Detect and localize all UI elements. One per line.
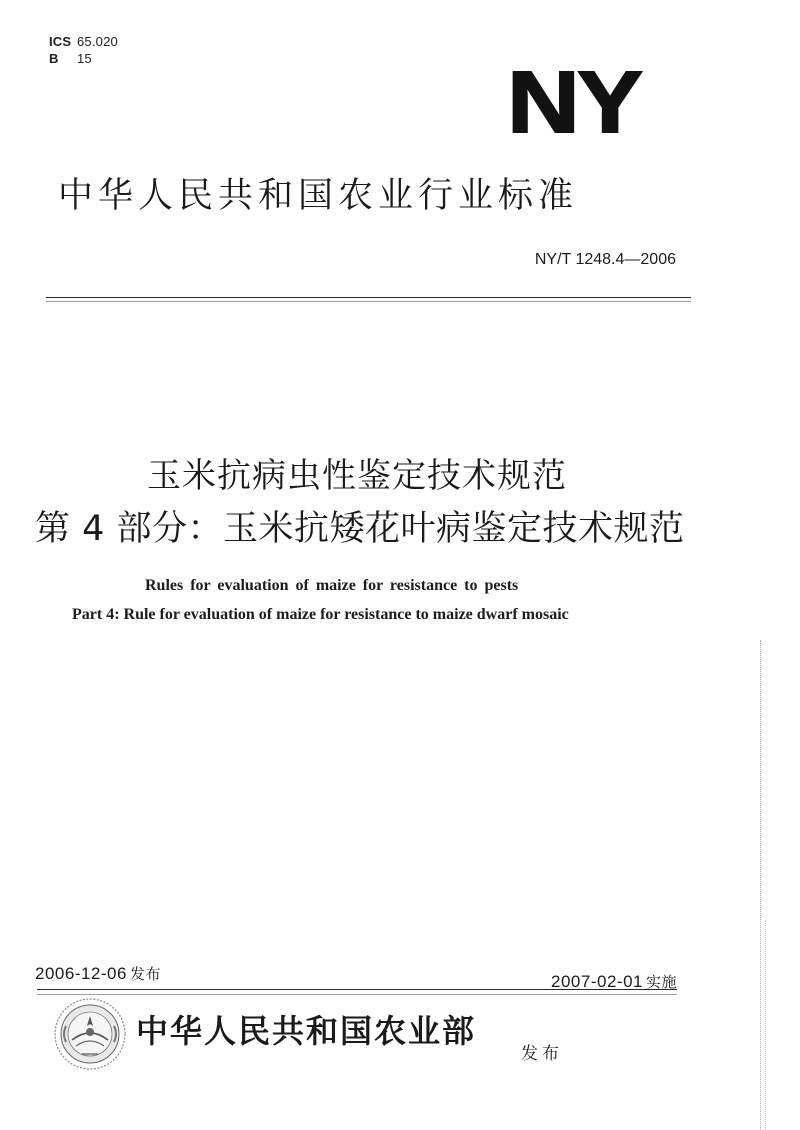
effective-date-label: 实施 (645, 973, 677, 991)
main-title-line-1: 玉米抗病虫性鉴定技术规范 (147, 456, 567, 496)
english-title-line-1: Rules for evaluation of maize for resistance to pests (145, 577, 519, 594)
ccs-code: 15 (77, 51, 92, 66)
main-title-line-2: 第 4 部分：玉米抗矮花叶病鉴定技术规范 (35, 509, 685, 549)
ics-code: 65.020 (77, 34, 118, 49)
ccs-label: B (49, 51, 59, 66)
ccs-code-line (49, 51, 118, 68)
top-divider-shadow (46, 301, 691, 302)
issue-date-label: 发布 (129, 965, 161, 983)
effective-date (536, 970, 677, 994)
issuer-title: 中华人民共和国农业行业标准 (58, 176, 579, 216)
classification-codes (49, 34, 118, 68)
scan-edge-mark (765, 920, 768, 1130)
issue-date-value: 2006-12-06 (35, 964, 127, 983)
ics-label: ICS (49, 34, 72, 49)
issue-date (35, 962, 161, 986)
english-title-line-2: Part 4: Rule for evaluation of maize for resistance to maize dwarf mosaic (72, 606, 569, 623)
bottom-divider (37, 989, 677, 990)
issuing-ministry: 中华人民共和国农业部 (136, 1012, 477, 1050)
top-divider (46, 297, 691, 298)
bottom-divider-shadow (37, 994, 677, 995)
ics-code-line (49, 34, 118, 51)
scan-edge-mark (760, 640, 764, 1130)
effective-date-value: 2007-02-01 (551, 972, 643, 991)
ministry-emblem-icon (52, 996, 128, 1072)
issuing-action: 发布 (521, 1044, 563, 1064)
ny-logo: NY (507, 53, 641, 153)
standard-number: NY/T 1248.4—2006 (534, 251, 676, 268)
